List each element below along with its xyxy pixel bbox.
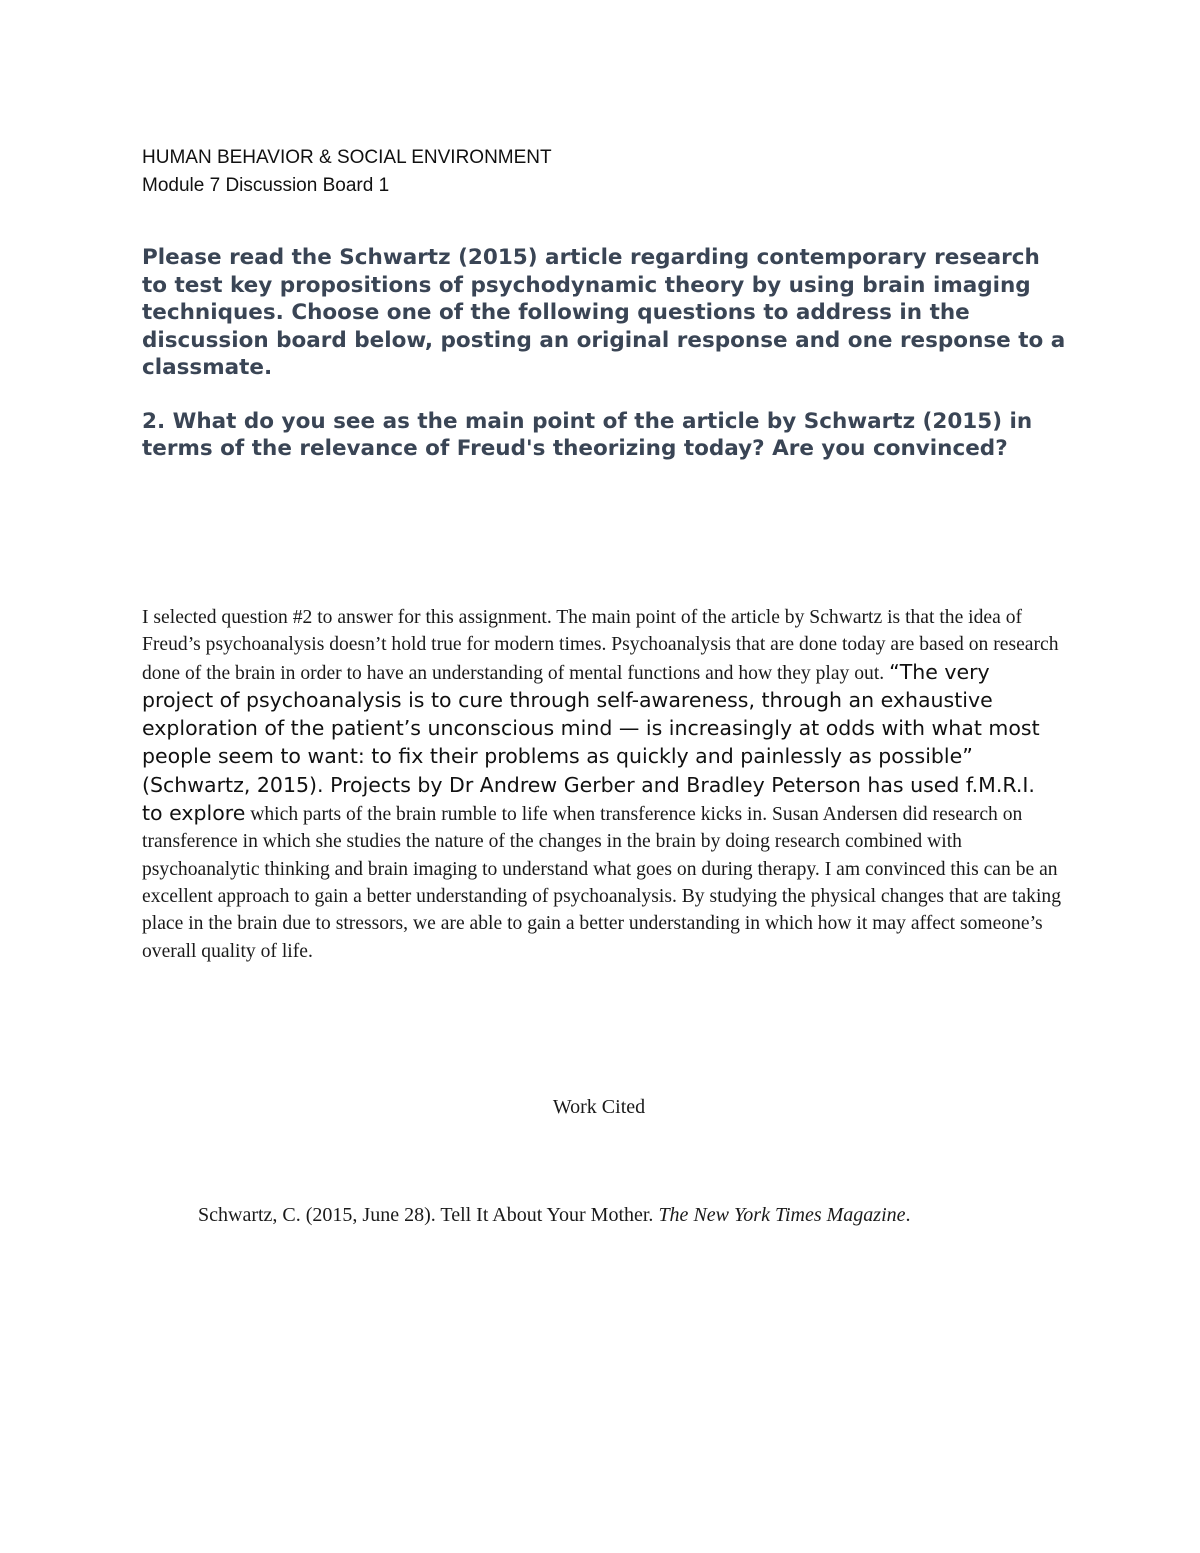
citation-entry [198, 1202, 1098, 1228]
module-title: Module 7 Discussion Board 1 [142, 175, 390, 196]
works-cited-section [0, 1094, 1200, 1120]
citation-text: Schwartz, C. (2015, June 28). Tell It About Your Mother. [198, 1204, 659, 1226]
prompt-instructions: Please read the Schwartz (2015) article regarding contemporary research to test key propositions of psychodynamic theory by using brain imaging techniques. Choose one of the following questions to address in the discussion board below, posting an original response and one response to a classmate. [142, 245, 1066, 380]
student-response [142, 604, 1062, 965]
response-quote: “The very project of psychoanalysis is to cure through self-awareness, through an exhaustive exploration of the patient’s unconscious mind — is increasingly at odds with what most people seem to want: to fix their problems as quickly and painlessly as possible” (Schwartz, 2015). Projects by Dr Andrew Gerber and Bradley Peterson has used f.M.R.I. to explore [142, 659, 1040, 826]
prompt-question: 2. What do you see as the main point of the article by Schwartz (2015) in terms of the relevance of Freud's theorizing today? Are you convinced? [142, 408, 1033, 461]
response-paragraph [142, 604, 1062, 965]
works-cited-heading: Work Cited [552, 1096, 646, 1118]
assignment-prompt [142, 244, 1072, 463]
response-intro: I selected question #2 to answer for this assignment. The main point of the article by Schwartz is that the idea of Freud’s psychoanalysis doesn’t hold true for modern times. Psychoanalysis that are done today are based on research done of the brain in order to have an understanding of mental functions and how they play out. [142, 607, 1059, 684]
course-title: HUMAN BEHAVIOR & SOCIAL ENVIRONMENT [142, 147, 552, 168]
citation-source: The New York Times Magazine [658, 1204, 906, 1226]
document-header [142, 144, 552, 200]
citation-end: . [905, 1204, 911, 1226]
response-rest: which parts of the brain rumble to life when transference kicks in. Susan Andersen did research on transference in which she studies the nature of the changes in the brain by doing research combined with psychoanalytic thinking and brain imaging to understand what goes on during therapy. I am convinced this can be an excellent approach to gain a better understanding of psychoanalysis. By studying the physical changes that are taking place in the brain due to stressors, we are able to gain a better understanding in which how it may affect someone’s overall quality of life. [142, 804, 1062, 962]
